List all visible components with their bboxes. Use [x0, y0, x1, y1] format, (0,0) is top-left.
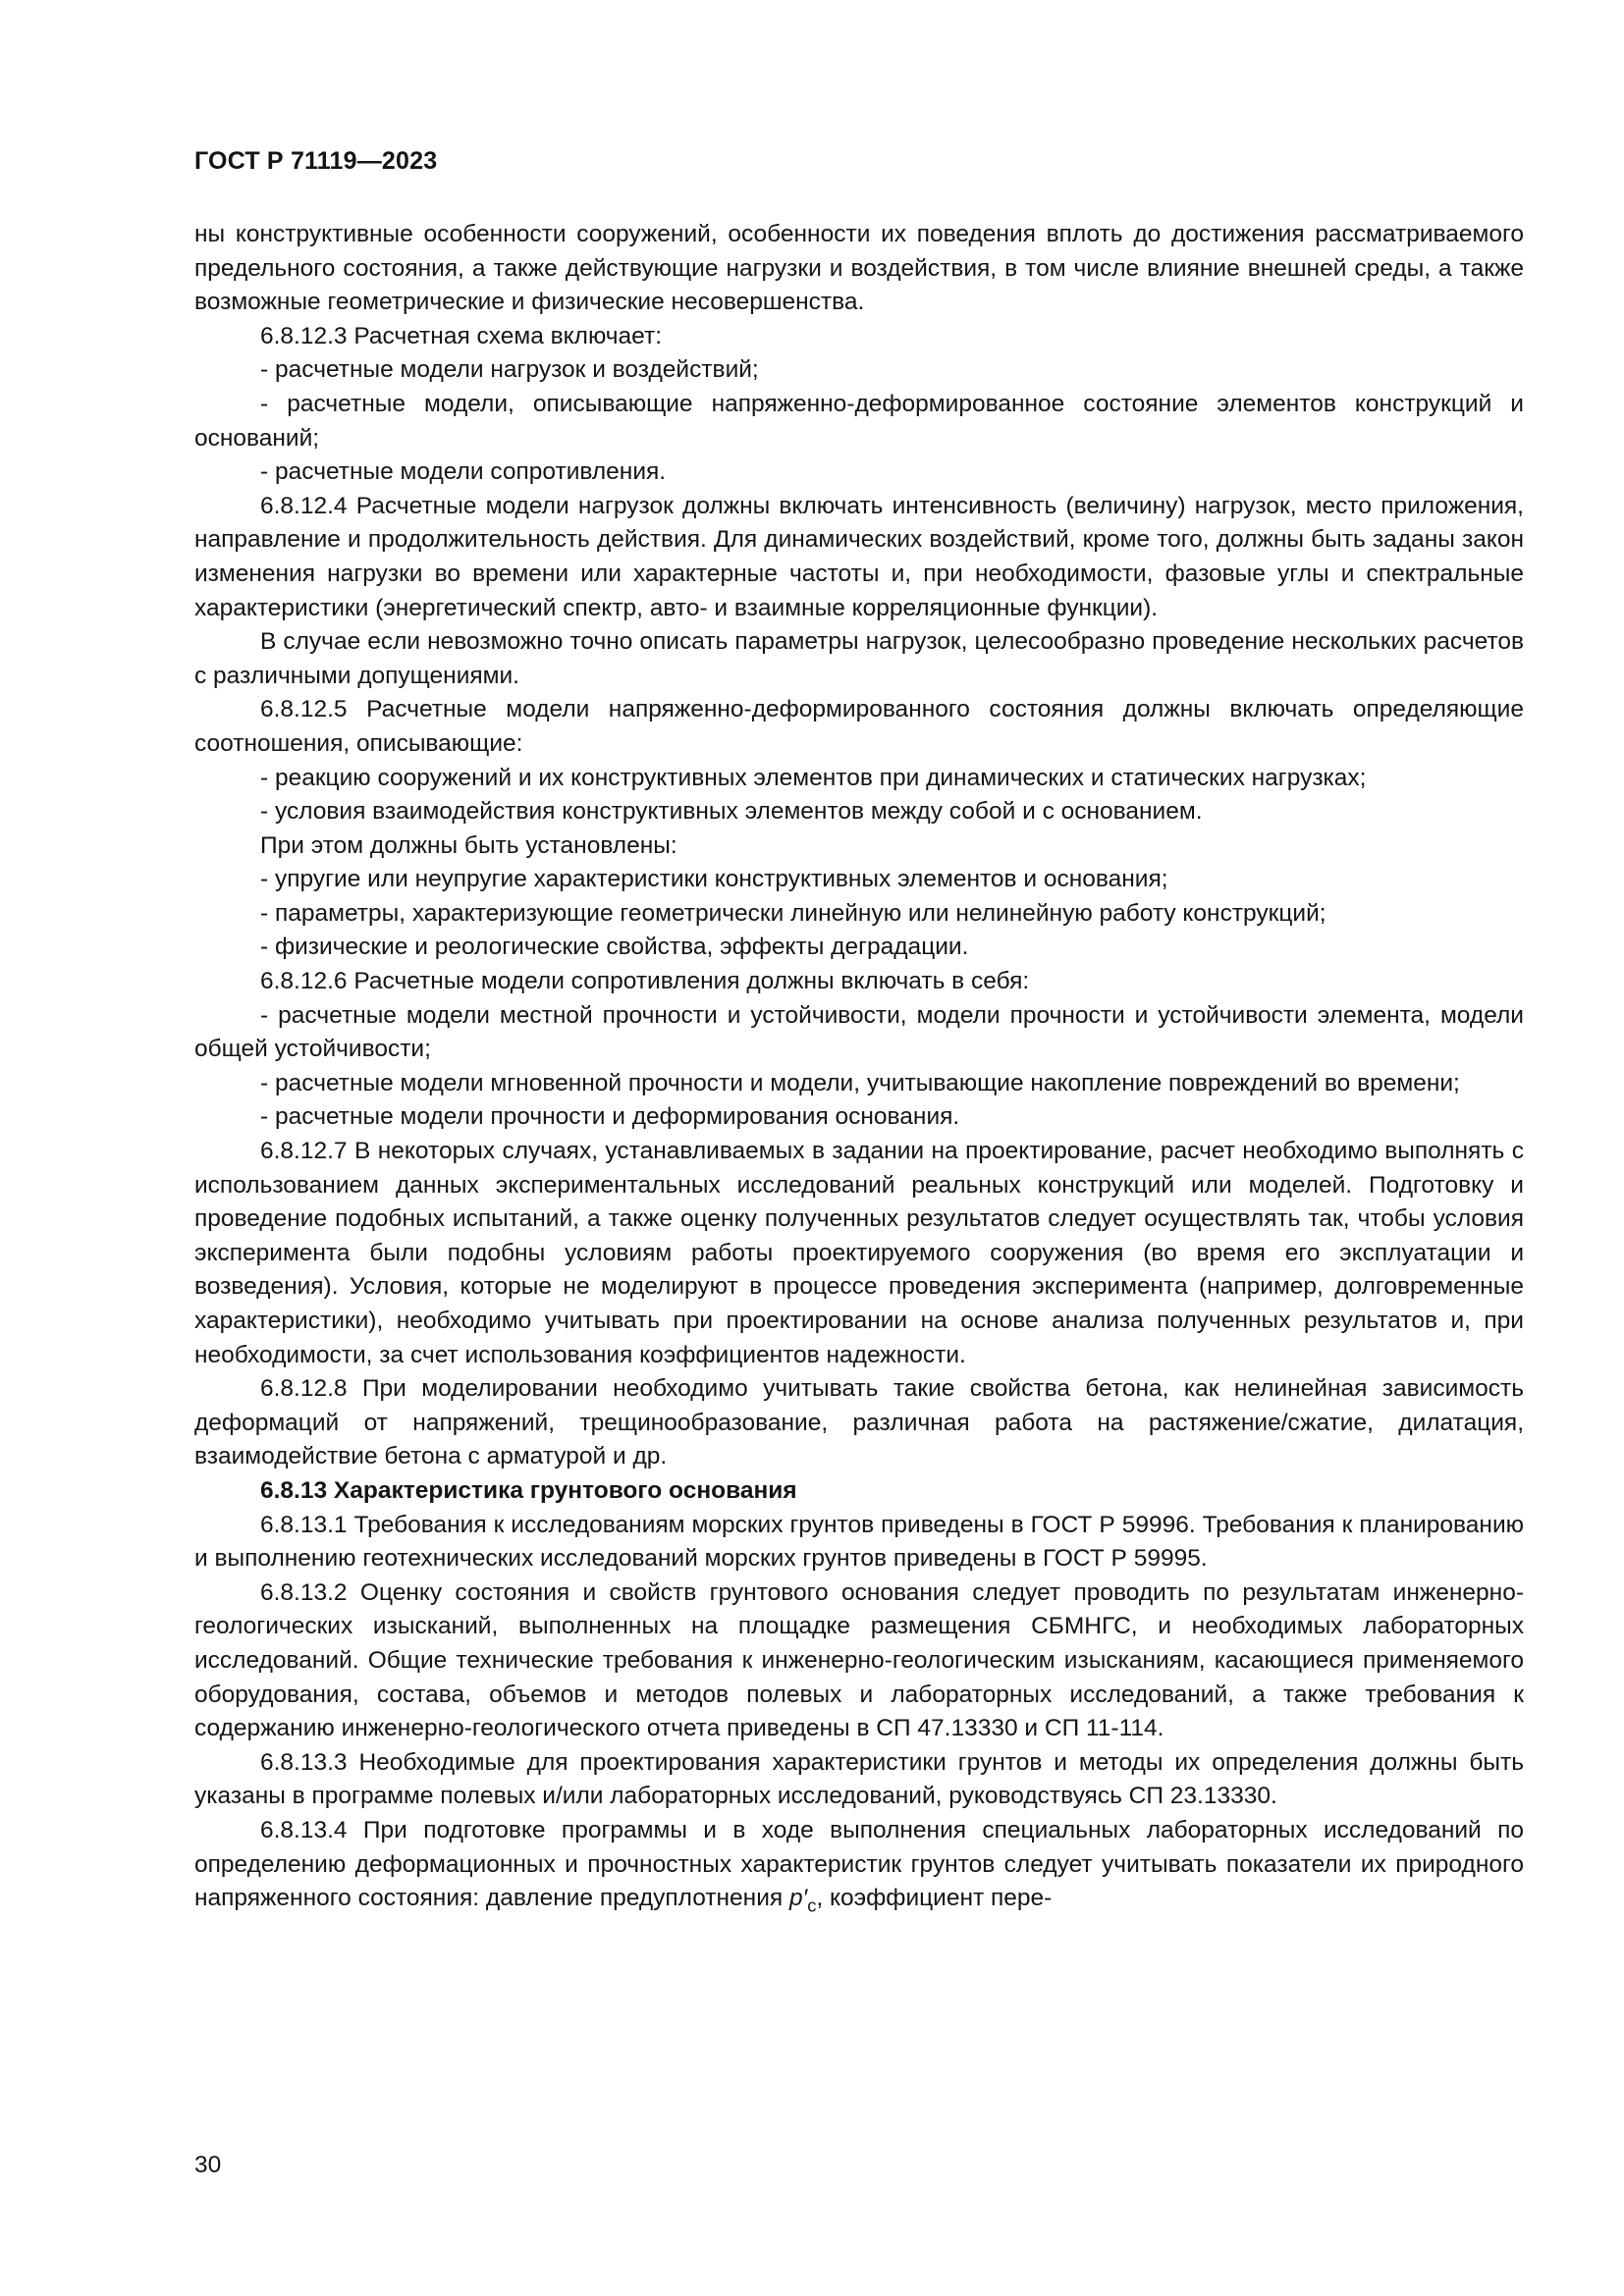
clause-6-8-13-4: [194, 1814, 1524, 1916]
page-number: 30: [194, 2152, 222, 2178]
list-item: - расчетные модели прочности и деформирования основания.: [260, 1103, 960, 1131]
document-header: ГОСТ Р 71119—2023: [194, 147, 438, 175]
clause-text-after: , коэффициент пере-: [816, 1885, 1053, 1912]
clause-6-8-13-2: 6.8.13.2 Оценку состояния и свойств грунтового основания следует проводить по результатам инженерно-геологических изысканий, выполненных на площадке размещения СБМНГС, и необходимых лабораторных исследований. Общие технические требования к инженерно-геологическим изысканиям, касающиеся применяемого оборудования, состава, объемов и методов полевых и лабораторных исследований, а также требования к содержанию инженерно-геологического отчета приведены в СП 47.13330 и СП 11-114.: [194, 1578, 1524, 1742]
list-item: - расчетные модели нагрузок и воздействий;: [260, 356, 759, 384]
clause-6-8-12-7: 6.8.12.7 В некоторых случаях, устанавливаемых в задании на проектирование, расчет необходимо выполнять с использованием данных экспериментальных исследований реальных конструкций или моделей. Подготовку и проведение подобных испытаний, а также оценку полученных результатов следует осуществлять так, чтобы условия эксперимента были подобны условиям работы проектируемого сооружения (во время его эксплуатации и возведения). Условия, которые не моделируют в процессе проведения эксперимента (например, долговременные характеристики), необходимо учитывать при проектировании на основе анализа полученных результатов и, при необходимости, за счет использования коэффициентов надежности.: [194, 1138, 1524, 1368]
section-heading-6-8-13: 6.8.13 Характеристика грунтового основания: [260, 1476, 797, 1504]
clause-6-8-12-5: 6.8.12.5 Расчетные модели напряженно-деформированного состояния должны включать определяющие соотношения, описывающие:: [194, 696, 1524, 757]
list-item: - реакцию сооружений и их конструктивных элементов при динамических и статических нагрузках;: [260, 764, 1367, 791]
clause-6-8-13-1: 6.8.13.1 Требования к исследованиям морских грунтов приведены в ГОСТ Р 59996. Требования к планированию и выполнению геотехнических исследований морских грунтов приведены в ГОСТ Р 59995.: [194, 1511, 1524, 1573]
clause-6-8-12-8: 6.8.12.8 При моделировании необходимо учитывать такие свойства бетона, как нелинейная зависимость деформаций от напряжений, трещинообразование, различная работа на растяжение/сжатие, дилатация, взаимодействие бетона с арматурой и др.: [194, 1375, 1524, 1470]
list-item: - расчетные модели мгновенной прочности и модели, учитывающие накопление повреждений во времени;: [260, 1069, 1460, 1096]
clause-6-8-13-3: 6.8.13.3 Необходимые для проектирования характеристики грунтов и методы их определения должны быть указаны в программе полевых и/или лабораторных исследований, руководствуясь СП 23.13330.: [194, 1748, 1524, 1810]
list-item: - физические и реологические свойства, эффекты деградации.: [260, 934, 969, 961]
list-item: - расчетные модели сопротивления.: [260, 458, 667, 486]
list-item: - расчетные модели местной прочности и устойчивости, модели прочности и устойчивости элемента, модели общей устойчивости;: [194, 1001, 1524, 1063]
list-item: - условия взаимодействия конструктивных элементов между собой и с основанием.: [260, 798, 1203, 826]
clause-6-8-12-3: 6.8.12.3 Расчетная схема включает:: [260, 322, 663, 349]
document-body: [194, 218, 1524, 1916]
list-item: - расчетные модели, описывающие напряженно-деформированное состояние элементов конструкций и оснований;: [194, 390, 1524, 452]
preconsolidation-pressure-symbol: p′: [788, 1885, 808, 1912]
clause-6-8-12-4: 6.8.12.4 Расчетные модели нагрузок должны включать интенсивность (величину) нагрузок, место приложения, направление и продолжительность действия. Для динамических воздействий, кроме того, должны быть заданы закон изменения нагрузки во времени или характерные частоты и, при необходимости, фазовые углы и спектральные характеристики (энергетический спектр, авто- и взаимные корреляционные функции).: [194, 492, 1524, 621]
paragraph: В случае если невозможно точно описать параметры нагрузок, целесообразно проведение нескольких расчетов с различными допущениями.: [194, 628, 1524, 689]
list-item: - параметры, характеризующие геометрически линейную или нелинейную работу конструкций;: [260, 899, 1326, 927]
paragraph: При этом должны быть установлены:: [260, 831, 677, 859]
clause-text-before: 6.8.13.4 При подготовке программы и в ходе выполнения специальных лабораторных исследований по определению деформационных и прочностных характеристик грунтов следует учитывать показатели их природного напряженного состояния: давление предуплотнения: [194, 1816, 1524, 1912]
symbol-subscript: c: [807, 1895, 817, 1916]
paragraph-continuation: ны конструктивные особенности сооружений, особенности их поведения вплоть до достижения рассматриваемого предельного состояния, а также действующие нагрузки и воздействия, в том числе влияние внешней среды, а также возможные геометрические и физические несовершенства.: [194, 221, 1524, 316]
list-item: - упругие или неупругие характеристики конструктивных элементов и основания;: [260, 866, 1168, 893]
clause-6-8-12-6: 6.8.12.6 Расчетные модели сопротивления должны включать в себя:: [260, 968, 1030, 995]
